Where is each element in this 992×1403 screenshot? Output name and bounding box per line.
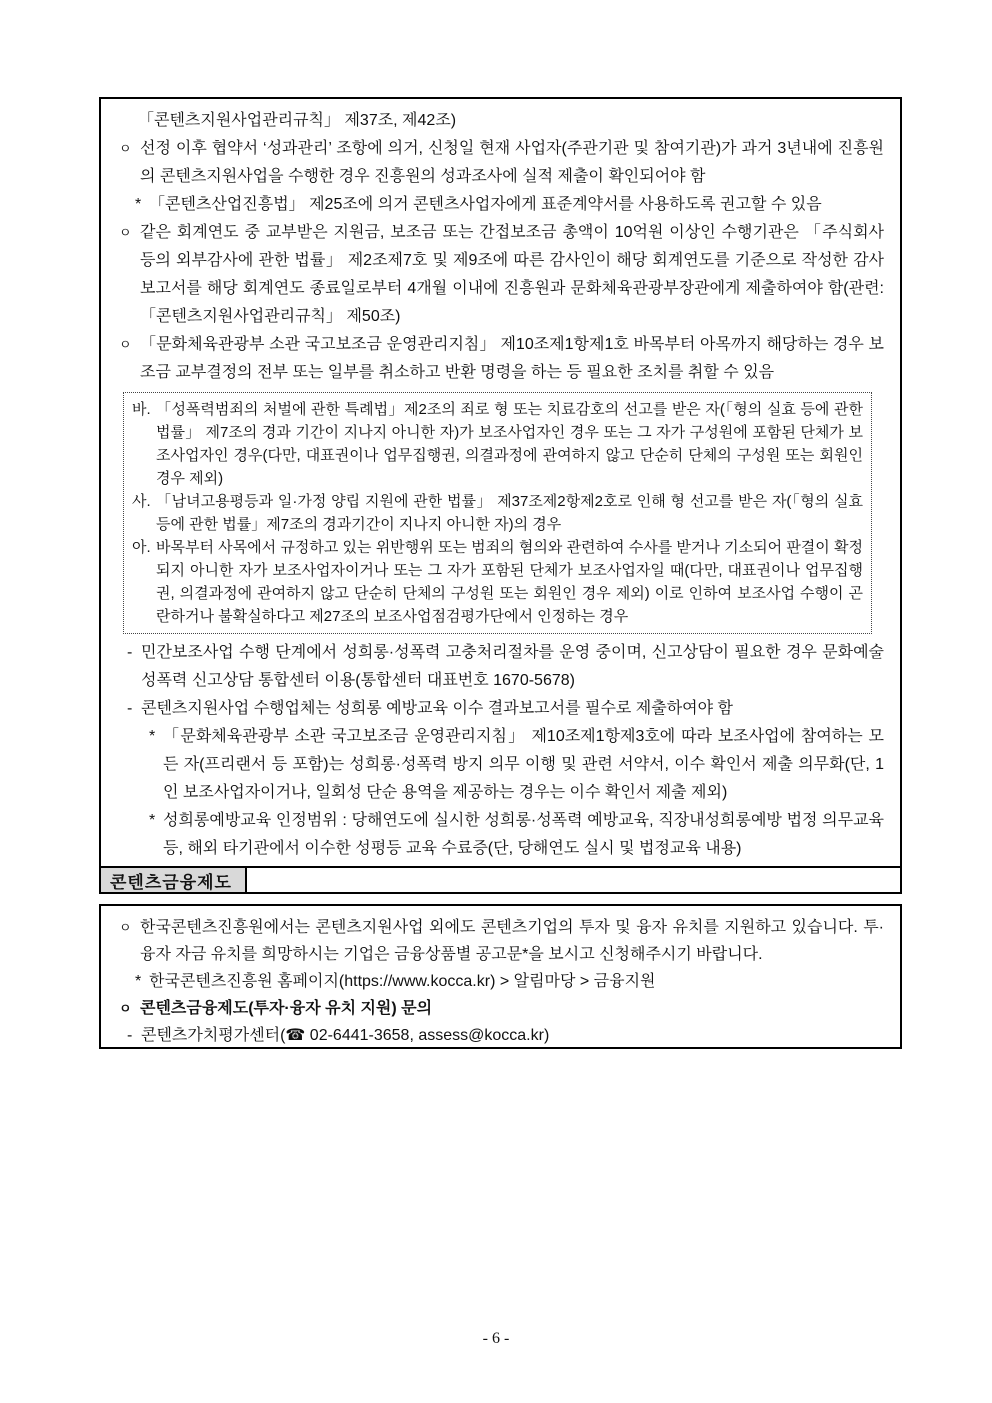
- paragraph: [111, 914, 884, 968]
- subclause-text: 「남녀고용평등과 일·가정 양립 지원에 관한 법률」 제37조제2항제2호로 인해 형 선고를 받은 자(「형의 실효 등에 관한 법률」제7조의 경과기간이 지나지 아니한 자)의 경우: [156, 493, 863, 533]
- paragraph: [111, 1022, 884, 1049]
- asterisk-marker: *: [135, 973, 142, 990]
- paragraph: [111, 968, 884, 995]
- subclause-marker: 아.: [132, 539, 151, 556]
- paragraph-text: 선정 이후 협약서 ‘성과관리’ 조항에 의거, 신청일 현재 사업자(주관기관 및 참여기관)가 과거 3년내에 진흥원의 콘텐츠지원사업을 수행한 경우 진흥원의 성과조사에 실적 제출이 확인되어야 함: [140, 140, 884, 185]
- asterisk-marker: *: [149, 728, 156, 745]
- asterisk-marker: *: [135, 196, 142, 213]
- paragraph-text: 「콘텐츠지원사업관리규칙」 제37조, 제42조): [138, 112, 457, 129]
- circle-bullet-marker: ㅇ: [119, 141, 132, 156]
- subclause-marker: 사.: [132, 493, 151, 510]
- contact-text: 콘텐츠가치평가센터(☎ 02-6441-3658, assess@kocca.kr): [141, 1027, 550, 1044]
- dash-marker: -: [127, 644, 133, 661]
- finance-box: [99, 904, 902, 1049]
- circle-bullet-marker: ㅇ: [119, 337, 132, 352]
- paragraph: [111, 807, 884, 863]
- paragraph: [111, 695, 884, 723]
- subclause-text: 바목부터 사목에서 규정하고 있는 위반행위 또는 범죄의 혐의와 관련하여 수사를 받거나 기소되어 판결이 확정되지 아니한 자가 보조사업자이거나 또는 그 자가 포함된 단체가 보조사업자일 때(다만, 대표권이나 업무집행권, 의결과정에 관여하지 않고 단순히 단체의 구성원 또는 회원인 경우 제외) 이로 인하여 보조사업 수행이 곤란하거나 불확실하다고 제27조의 보조사업점검평가단에서 인정하는 경우: [156, 539, 863, 625]
- subclause-item: [124, 490, 863, 536]
- paragraph: [111, 107, 884, 135]
- circle-bullet-marker: ㅇ: [119, 920, 132, 935]
- subclause-item: [124, 536, 863, 628]
- circle-bullet-marker: ㅇ: [119, 1001, 132, 1016]
- paragraph-text: 한국콘텐츠진흥원에서는 콘텐츠지원사업 외에도 콘텐츠기업의 투자 및 융자 유치를 지원하고 있습니다. 투·융자 자금 유치를 희망하시는 기업은 금융상품별 공고문*을 보시고 신청해주시기 바랍니다.: [140, 919, 884, 963]
- paragraph-text: 콘텐츠지원사업 수행업체는 성희롱 예방교육 이수 결과보고서를 필수로 제출하여야 함: [141, 700, 733, 717]
- section-header-row: [99, 866, 902, 894]
- paragraph: [111, 639, 884, 695]
- subclause-text: 「성폭력범죄의 처벌에 관한 특례법」제2조의 죄로 형 또는 치료감호의 선고를 받은 자(「형의 실효 등에 관한 법률」 제7조의 경과 기간이 지나지 아니한 자)가 보조사업자인 경우 또는 그 자가 구성원에 포함된 단체가 보조사업자인 경우(다만, 대표권이나 업무집행권, 의결과정에 관여하지 않고 단순히 단체의 구성원 또는 회원인 경우 제외): [156, 401, 863, 487]
- paragraph-text: 콘텐츠금융제도(투자·융자 유치 지원) 문의: [140, 1000, 433, 1017]
- paragraph-text: 한국콘텐츠진흥원 홈페이지(https://www.kocca.kr) > 알림마당 > 금융지원: [149, 973, 656, 990]
- dash-marker: -: [127, 1027, 133, 1044]
- paragraph: [111, 219, 884, 331]
- paragraph: [111, 723, 884, 807]
- section-header-cell: [101, 868, 247, 892]
- paragraph-text: 「문화체육관광부 소관 국고보조금 운영관리지침」 제10조제1항제1호 바목부터 아목까지 해당하는 경우 보조금 교부결정의 전부 또는 일부를 취소하고 반환 명령을 하는 등 필요한 조치를 취할 수 있음: [140, 336, 884, 381]
- subclause-marker: 바.: [132, 401, 151, 418]
- subclause-item: [124, 398, 863, 490]
- section-header-label: 콘텐츠금융제도: [110, 872, 232, 892]
- paragraph: [111, 331, 884, 387]
- paragraph-text: 같은 회계연도 중 교부받은 지원금, 보조금 또는 간접보조금 총액이 10억원 이상인 수행기관은 「주식회사 등의 외부감사에 관한 법률」 제2조제7호 및 제9조에 따른 감사인이 해당 회계연도를 기준으로 작성한 감사보고서를 해당 회계연도 종료일로부터 4개월 이내에 진흥원과 문화체육관광부장관에게 제출하여야 함(관련: 「콘텐츠지원사업관리규칙」 제50조): [140, 224, 884, 325]
- paragraph-text: 「문화체육관광부 소관 국고보조금 운영관리지침」 제10조제1항제3호에 따라 보조사업에 참여하는 모든 자(프리랜서 등 포함)는 성희롱·성폭력 방지 의무 이행 및 관련 서약서, 이수 확인서 제출 의무화(단, 1인 보조사업자이거나, 일회성 단순 용역을 제공하는 경우는 이수 확인서 제출 제외): [163, 728, 884, 801]
- page-number: - 6 -: [482, 1330, 510, 1347]
- dotted-subclause-box: [123, 392, 872, 634]
- dash-marker: -: [127, 700, 133, 717]
- paragraph: [111, 191, 884, 219]
- main-content-box: [99, 97, 902, 868]
- asterisk-marker: *: [149, 812, 156, 829]
- circle-bullet-marker: ㅇ: [119, 225, 132, 240]
- section-header-empty-cell: [247, 868, 900, 892]
- paragraph-text: 민간보조사업 수행 단계에서 성희롱·성폭력 고충처리절차를 운영 중이며, 신고상담이 필요한 경우 문화예술 성폭력 신고상담 통합센터 이용(통합센터 대표번호 1670-5678): [141, 644, 884, 689]
- paragraph-text: 성희롱예방교육 인정범위 : 당해연도에 실시한 성희롱·성폭력 예방교육, 직장내성희롱예방 법정 의무교육 등, 해외 타기관에서 이수한 성평등 교육 수료증(단, 당해연도 실시 및 법정교육 내용): [163, 812, 884, 857]
- paragraph-text: 「콘텐츠산업진흥법」 제25조에 의거 콘텐츠사업자에게 표준계약서를 사용하도록 권고할 수 있음: [149, 196, 822, 213]
- paragraph: [111, 995, 884, 1022]
- paragraph: [111, 135, 884, 191]
- page-footer: [0, 1330, 992, 1348]
